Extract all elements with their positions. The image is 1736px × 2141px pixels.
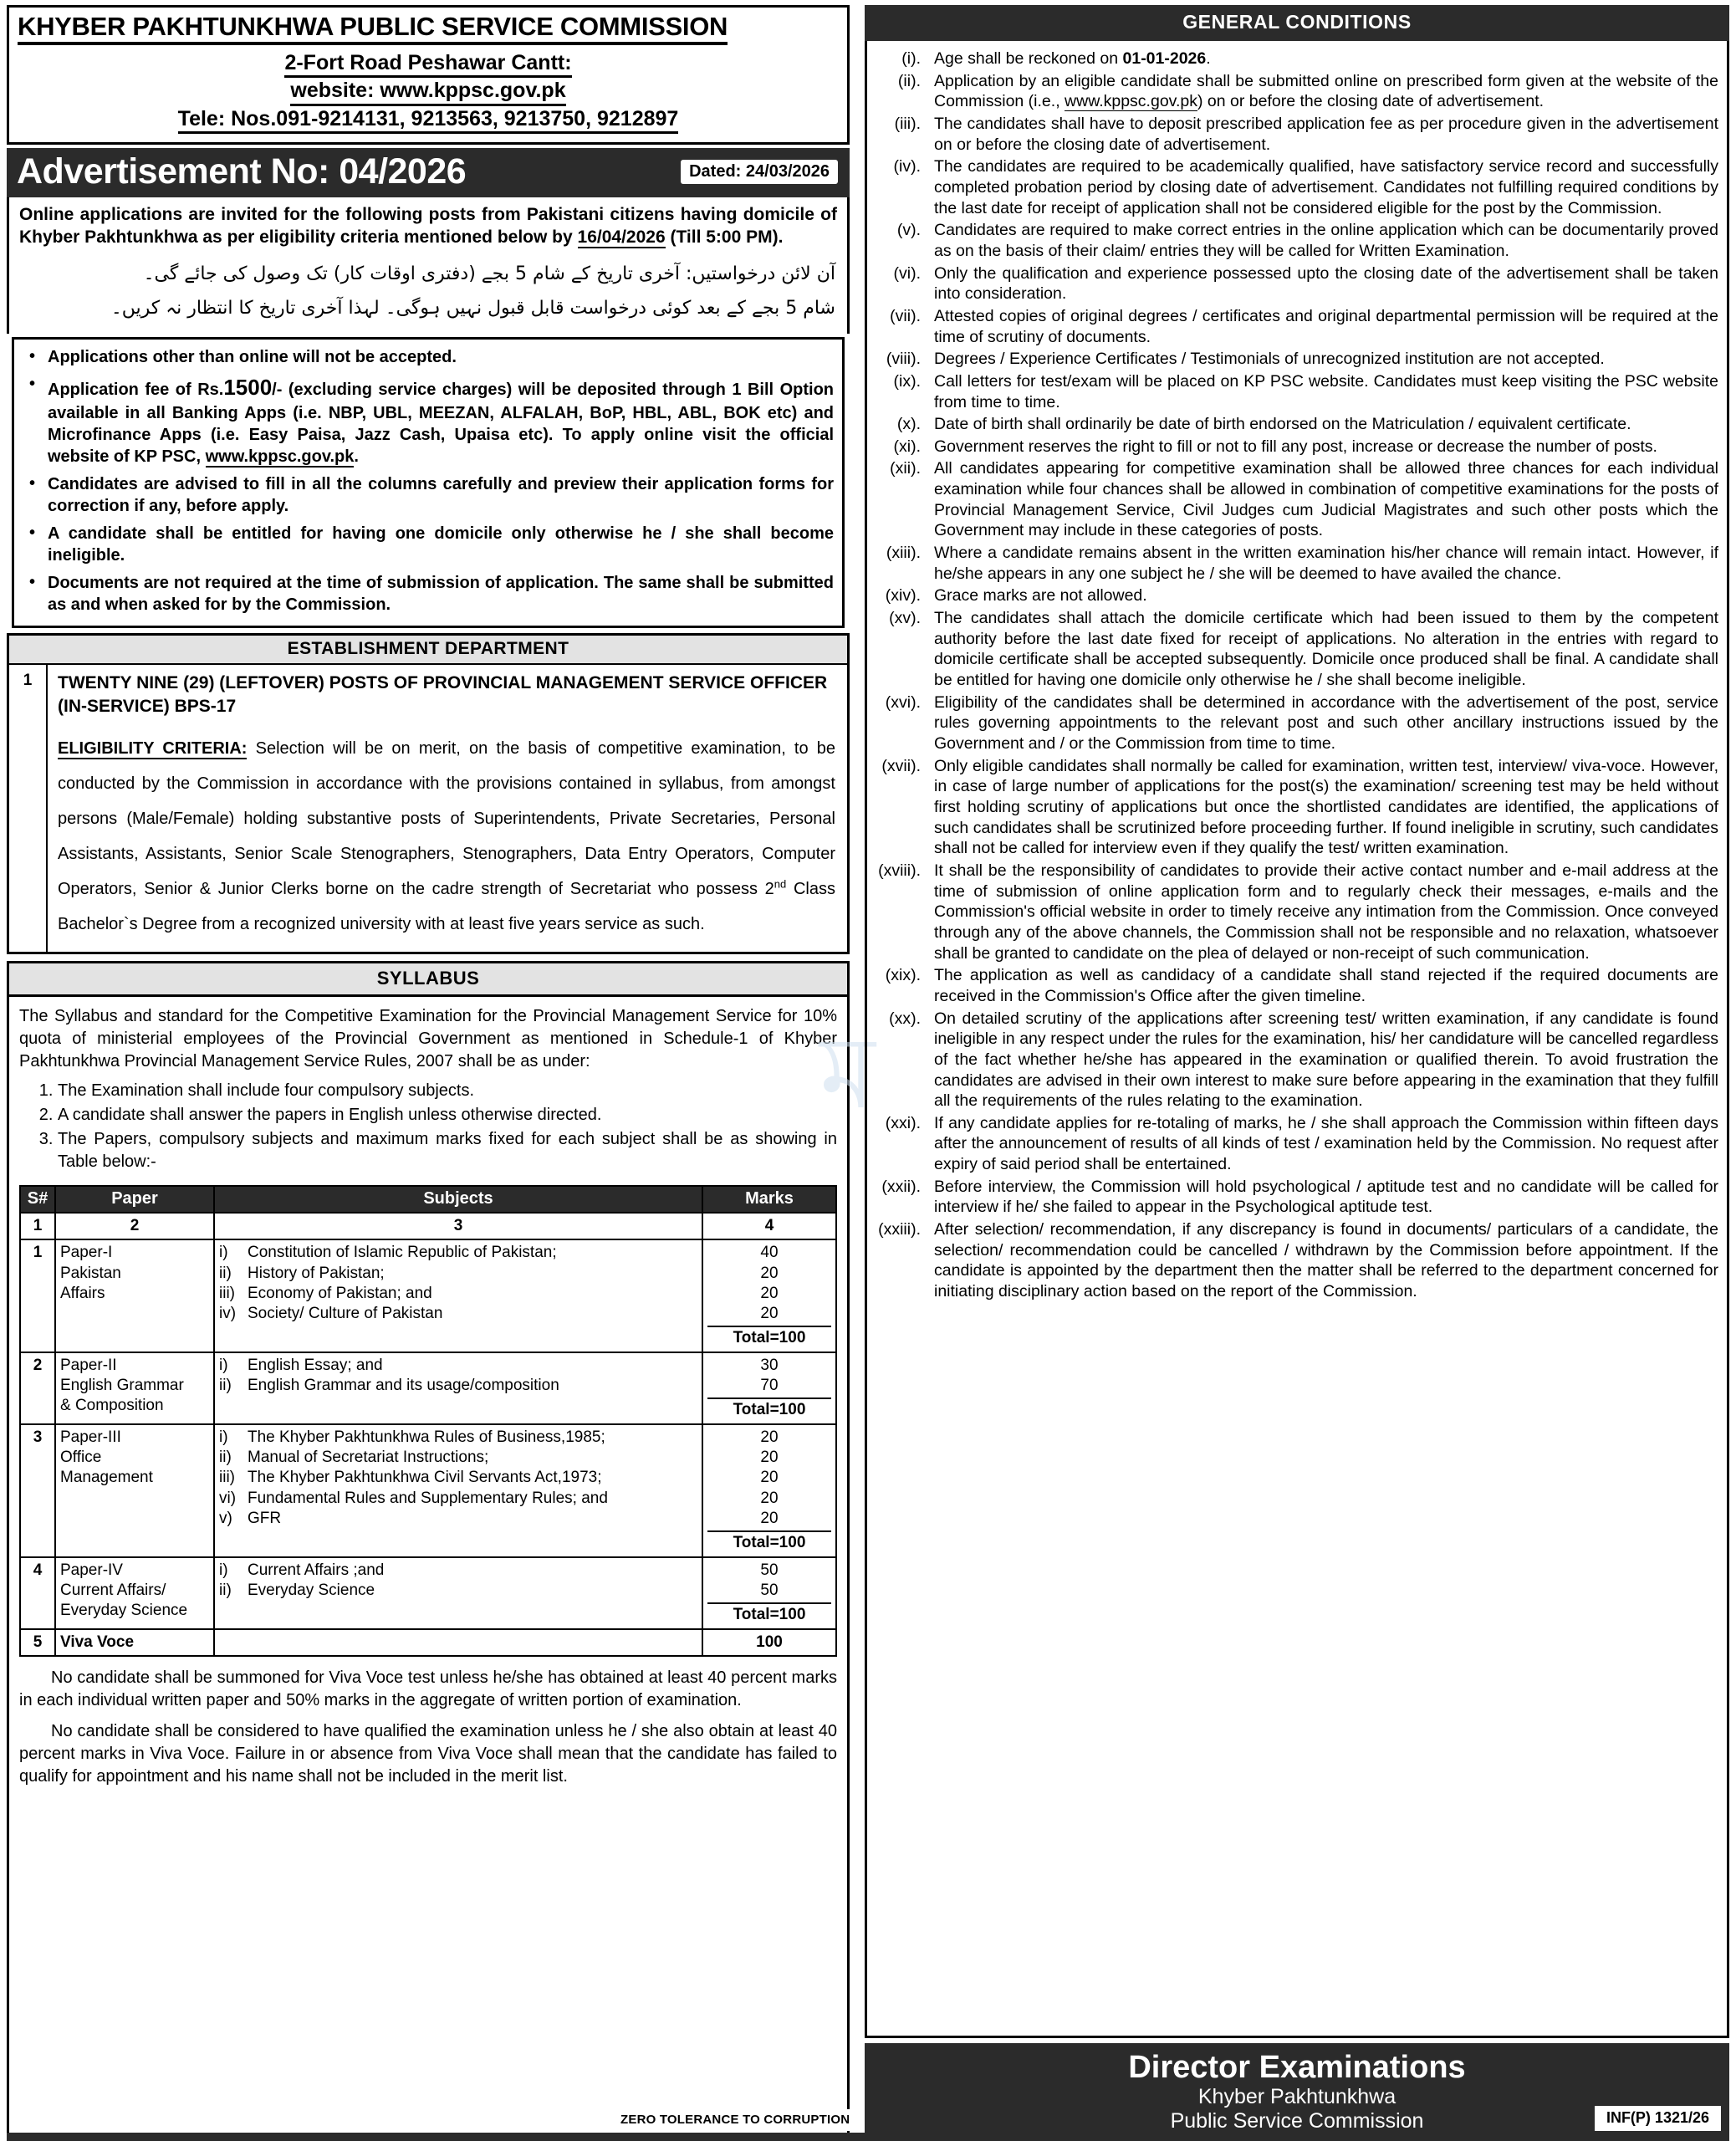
condition-item (874, 543, 1718, 584)
syllabus-section (7, 997, 850, 2138)
cell-marks: 20 20 20 20 20 Total=100 (702, 1424, 836, 1557)
table-colnum-row (20, 1213, 836, 1239)
condition-item (874, 585, 1718, 606)
condition-number: (xi). (893, 437, 921, 456)
header-box (7, 5, 850, 145)
condition-text: Only eligible candidates shall normally be called for examination, written test, interview/ viva-voce. However, in case of large number of applications for the post(s) the examination/ screening test may be held without first holding scrutiny of applications but once the shortlisted candidates are identified, the applications of such candidates shall be scrutinized before proceeding further. If found ineligible in scrutiny, such candidates shall not be called for interview even if they qualify the test/ written examination. (934, 756, 1718, 858)
subject-item: ii) Everyday Science (219, 1581, 375, 1599)
subject-item: iii) Economy of Pakistan; and (219, 1284, 432, 1302)
condition-number: (xv). (889, 609, 921, 628)
cell-serial: 3 (20, 1424, 55, 1557)
condition-item (874, 458, 1718, 541)
cell-paper: Paper-I Pakistan Affairs (55, 1239, 214, 1352)
cell-subjects (214, 1557, 702, 1629)
condition-number: (ii). (897, 71, 921, 90)
condition-item (874, 1219, 1718, 1302)
condition-item (874, 349, 1718, 370)
condition-number: (xvii). (881, 756, 921, 775)
condition-text: If any candidate applies for re-totaling of marks, he / she shall approach the Commission within fifteen days after the announcement of results of all kinds of test / examination held by the Commission. No request after expiry of said period shall be entertained. (934, 1113, 1718, 1174)
condition-item (874, 414, 1718, 435)
advertisement-number: Advertisement No: 04/2026 (17, 151, 467, 192)
subject-item: i) Current Affairs ;and (219, 1561, 385, 1579)
subject-item: i) The Khyber Pakhtunkhwa Rules of Business,1985; (219, 1428, 605, 1446)
condition-number: (vii). (890, 306, 921, 325)
post-body (48, 665, 847, 952)
subject-item: vi) Fundamental Rules and Supplementary Rules; and (219, 1489, 608, 1507)
advertisement-bar (7, 148, 850, 197)
telephone-line: Tele: Nos.091-9214131, 9213563, 9213750, 9212897 (178, 106, 679, 135)
condition-item (874, 114, 1718, 155)
condition-text: All candidates appearing for competitive examination shall be allowed three chances for each individual examination while four chances shall be allowed in combination of competitive examinations for the posts of Provincial Management Service, Civil Judges cum Judicial Magistrates and such other posts which the Government may include in these categories of posts. (934, 459, 1718, 540)
intro-line-3-pre: below by (497, 227, 578, 248)
instruction-item: • Application fee of Rs.1500/- (excluding service charges) will be deposited through 1 Bill Option available in all Banking Apps (i.e. NBP, UBL, MEEZAN, ALFALAH, BoP, HBL, ABL, BOK etc) and Microfinance Apps (i.e. Easy Paisa, Jazz Cash, Upaisa etc). To apply online visit the official website of KP PSC, www.kppsc.gov.pk. (19, 374, 834, 468)
condition-number: (xx). (889, 1009, 921, 1028)
condition-number: (i). (901, 49, 921, 68)
watermark: ম (819, 1015, 876, 1132)
closing-date: 16/04/2026 (577, 227, 666, 248)
condition-item (874, 1177, 1718, 1218)
department-heading: ESTABLISHMENT DEPARTMENT (7, 633, 850, 665)
eligibility-criteria (58, 731, 835, 942)
syllabus-points (58, 1080, 837, 1175)
cell-marks: 50 50 Total=100 (702, 1557, 836, 1629)
colnum: 3 (214, 1213, 702, 1239)
intro-line-2: having domicile of Khyber Pakhtunkhwa as per eligibility criteria mentioned (19, 205, 838, 248)
col-header-sn: S# (20, 1186, 55, 1213)
colnum: 1 (20, 1213, 55, 1239)
cell-paper: Paper-II English Grammar & Composition (55, 1352, 214, 1424)
condition-number: (iv). (893, 157, 921, 176)
subject-item: i) Constitution of Islamic Republic of Pakistan; (219, 1244, 557, 1262)
condition-item (874, 1009, 1718, 1111)
condition-text: Government reserves the right to fill or not to fill any post, increase or decrease the number of posts. (934, 437, 1657, 456)
condition-number: (x). (896, 415, 921, 434)
post-serial: 1 (9, 665, 48, 952)
condition-number: (xxii). (881, 1177, 921, 1196)
condition-number: (iii). (894, 114, 921, 133)
cell-marks: 100 (702, 1629, 836, 1656)
subject-item: iii) The Khyber Pakhtunkhwa Civil Servants Act,1973; (219, 1469, 602, 1487)
footer-block (620, 2043, 1729, 2138)
condition-number: (xix). (885, 966, 921, 985)
note-paragraph: No candidate shall be considered to have qualified the examination unless he / she also obtain at least 40 percent marks in Viva Voce. Failure in or absence from Viva Voce shall mean that the candidate has failed to qualify for appointment and his name shall not be included in the merit list. (19, 1721, 837, 1786)
condition-number: (xxiii). (878, 1220, 921, 1239)
syllabus-point: 3. The Papers, compulsory subjects and maximum marks fixed for each subject shall be as showing in Table below:- (58, 1128, 837, 1173)
intro-line-3-post: (Till 5:00 PM). (665, 227, 784, 248)
cell-subjects (214, 1352, 702, 1424)
bottom-rule (7, 2133, 1729, 2141)
instructions-box (12, 337, 845, 628)
instruction-item: • A candidate shall be entitled for having one domicile only otherwise he / she shall become ineligible. (19, 523, 834, 566)
condition-number: (xiv). (885, 586, 921, 606)
general-conditions-list (874, 49, 1718, 1302)
syllabus-heading: SYLLABUS (7, 961, 850, 997)
cell-subjects (214, 1239, 702, 1352)
table-row (20, 1352, 836, 1424)
condition-number: (viii). (886, 350, 921, 369)
condition-item (874, 371, 1718, 412)
intro-section (7, 197, 850, 251)
condition-text: Call letters for test/exam will be placed on KP PSC website. Candidates must keep visiting the PSC website from time to time. (934, 371, 1718, 411)
condition-number: (xvi). (885, 692, 921, 712)
cell-subjects (214, 1424, 702, 1557)
cell-serial: 2 (20, 1352, 55, 1424)
intro-line-1: Online applications are invited for the following posts from Pakistani citizens (19, 205, 675, 225)
condition-text: After selection/ recommendation, if any discrepancy is found in documents/ particulars of a candidate, the selection/ recommendation could be cancelled / withdrawn by the Commission before appointment. If the candidate is appointed by the department then the matter shall be referred to the department concerned for initiating disciplinary action based on the report of the Commission. (934, 1220, 1718, 1301)
condition-text: The candidates shall have to deposit prescribed application fee as per procedure given in the advertisement on or before the closing date of advertisement. (934, 114, 1718, 154)
syllabus-notes (19, 1667, 837, 1796)
cell-paper: Paper-IV Current Affairs/ Everyday Science (55, 1557, 214, 1629)
general-conditions-body (865, 41, 1729, 2038)
cell-paper: Viva Voce (55, 1629, 214, 1656)
condition-item (874, 49, 1718, 69)
general-conditions-heading: GENERAL CONDITIONS (865, 5, 1729, 41)
col-header-marks: Marks (702, 1186, 836, 1213)
instruction-item: • Documents are not required at the time of submission of application. The same shall be submitted as and when asked for by the Commission. (19, 572, 834, 616)
condition-text: The application as well as candidacy of a candidate shall stand rejected if the required documents are received in the Commission's Office after the given timeline. (934, 966, 1718, 1005)
post-box (7, 665, 850, 954)
footer-org-line-2: Public Service Commission (1170, 2108, 1424, 2133)
post-title: TWENTY NINE (29) (LEFTOVER) POSTS OF PROVINCIAL MANAGEMENT SERVICE OFFICER (IN-SERVICE) BPS-17 (58, 673, 828, 716)
condition-text: Age shall be reckoned on 01-01-2026. (934, 49, 1211, 68)
advertisement-date: Dated: 24/03/2026 (681, 160, 838, 184)
inf-code-badge: INF(P) 1321/26 (1595, 2106, 1721, 2131)
condition-item (874, 1113, 1718, 1175)
condition-text: Before interview, the Commission will hold psychological / aptitude test and no candidate will be called for interview if he/ she failed to appear in the Psychological aptitude test. (934, 1177, 1718, 1217)
subject-item: v) GFR (219, 1509, 282, 1527)
condition-text: On detailed scrutiny of the applications after screening test/ written examination, if any candidate is found ineligible in any respect under the rules for the examination, his/ her candidature will be cancelled regardless of the fact whether he/she has appeared in the examination or qualified therein. To avoid frustration the candidates are advised in their own interest to make sure before appearing in the examination that they fulfill all the requirements of the rules relating to the examination. (934, 1009, 1718, 1111)
syllabus-point: 2. A candidate shall answer the papers in English unless otherwise directed. (58, 1104, 837, 1127)
condition-number: (vi). (893, 263, 921, 283)
table-row (20, 1239, 836, 1352)
subject-item: ii) Manual of Secretariat Instructions; (219, 1449, 489, 1466)
organization-title: KHYBER PAKHTUNKHWA PUBLIC SERVICE COMMISSION (18, 13, 728, 45)
urdu-line-2: شام 5 بجے کے بعد کوئی درخواست قابل قبول نہیں ہوگی۔ لہذا آخری تاریخ کا انتظار نہ کریں۔ (110, 297, 835, 319)
condition-number: (xiii). (886, 544, 921, 563)
condition-item (874, 156, 1718, 218)
condition-number: (xviii). (878, 861, 921, 880)
condition-item (874, 608, 1718, 691)
table-header-row (20, 1186, 836, 1213)
condition-item (874, 263, 1718, 304)
condition-text: Degrees / Experience Certificates / Testimonials of unrecognized institution are not accepted. (934, 350, 1605, 369)
condition-text: The candidates are required to be academically qualified, have satisfactory service record and successfully completed probation period by closing date of advertisement. Candidates not fulfilling required conditions by the last date for receipt of application shall not be considered eligible for the post by the Commission. (934, 157, 1718, 217)
cell-paper: Paper-III Office Management (55, 1424, 214, 1557)
condition-item (874, 71, 1718, 112)
column-divider (850, 5, 865, 2138)
subject-item: ii) English Grammar and its usage/composition (219, 1377, 559, 1395)
condition-item (874, 306, 1718, 347)
footer-wrapper (620, 2043, 1729, 2138)
condition-number: (xii). (890, 459, 921, 478)
col-header-subjects: Subjects (214, 1186, 702, 1213)
syllabus-intro: The Syllabus and standard for the Competitive Examination for the Provincial Management Service for 10% quota of ministerial employees of the Provincial Government as mentioned in Schedule-1 of Khyber Pakhtunkhwa Provincial Management Service Rules, 2007 shall be as under: (19, 1006, 837, 1070)
col-header-paper: Paper (55, 1186, 214, 1213)
table-row (20, 1629, 836, 1656)
condition-text: The candidates shall attach the domicile certificate which had been issued to them by the competent authority before the last date fixed for receipt of applications. No alteration in the entries with regard to domicile certificate shall be accepted subsequently. Domicile once produced shall be final. A candidate shall be entitled for having one domicile only otherwise he / she shall become ineligible. (934, 609, 1718, 690)
condition-item (874, 437, 1718, 457)
table-row (20, 1424, 836, 1557)
condition-item (874, 965, 1718, 1006)
condition-text: Eligibility of the candidates shall be determined in accordance with the advertisement of the post, service rules governing appointments to the relevant post and such other ancillary instructions issued by the Government and / or the Commission from time to time. (934, 692, 1718, 753)
condition-number: (xxi). (885, 1113, 921, 1132)
instruction-item: • Applications other than online will not be accepted. (19, 346, 834, 368)
cell-serial: 1 (20, 1239, 55, 1352)
cell-marks: 30 70 Total=100 (702, 1352, 836, 1424)
footer-org-line-1: Khyber Pakhtunkhwa (1197, 2085, 1396, 2108)
cell-serial: 5 (20, 1629, 55, 1656)
condition-item (874, 861, 1718, 963)
condition-item (874, 220, 1718, 261)
condition-text: Only the qualification and experience possessed upto the closing date of the advertisement shall be taken into consideration. (934, 263, 1718, 304)
cell-marks: 40 20 20 20 Total=100 (702, 1239, 836, 1352)
condition-text: Where a candidate remains absent in the written examination his/her chance will remain intact. However, if he/she appears in any one subject he / she will be deemed to have availed the chance. (934, 544, 1718, 583)
condition-item (874, 756, 1718, 859)
eligibility-label: ELIGIBILITY CRITERIA: (58, 738, 248, 758)
condition-text: It shall be the responsibility of candidates to provide their active contact number and e-mail address at the time of submission of online application form and to regularly check their messages, e-mails and the Commission's official website in order to timely receive any intimation from the Commission. Once conveyed through any of the above channels, the Commission shall not be responsible and no relaxation, whatsoever shall be granted to candidate on the plea of delayed or non-receipt of such communication. (934, 861, 1718, 963)
condition-text: Candidates are required to make correct entries in the online application which can be documentarily proved as on the basis of their claim/ entries they will be called for Written Examination. (934, 221, 1718, 260)
left-column (7, 5, 850, 2138)
table-row (20, 1557, 836, 1629)
subject-item: ii) History of Pakistan; (219, 1264, 385, 1282)
subject-item: iv) Society/ Culture of Pakistan (219, 1305, 443, 1323)
condition-text: Attested copies of original degrees / certificates and original departmental permission will be required at the time of scrutiny of documents. (934, 306, 1718, 346)
condition-text: Application by an eligible candidate shall be submitted online on prescribed form given at the website of the Commission (i.e., www.kppsc.gov.pk) on or before the closing date of advertisement. (934, 71, 1718, 111)
cell-serial: 4 (20, 1557, 55, 1629)
zero-tolerance-badge: ZERO TOLERANCE TO CORRUPTION (614, 2109, 856, 2131)
condition-number: (v). (896, 221, 921, 240)
syllabus-table (19, 1185, 837, 1657)
instruction-item: • Candidates are advised to fill in all the columns carefully and preview their application forms for correction if any, before apply. (19, 473, 834, 517)
condition-number: (ix). (893, 371, 921, 391)
address-line: 2-Fort Road Peshawar Cantt: (284, 50, 571, 79)
condition-text: Date of birth shall ordinarily be date of birth endorsed on the Matriculation / equivalent certificate. (934, 415, 1631, 434)
table-body (20, 1239, 836, 1656)
cell-subjects (214, 1629, 702, 1656)
note-paragraph: No candidate shall be summoned for Viva Voce test unless he/she has obtained at least 40 percent marks in each individual written paper and 50% marks in the aggregate of written portion of examination. (19, 1668, 837, 1709)
director-title: Director Examinations (1128, 2050, 1466, 2086)
colnum: 2 (55, 1213, 214, 1239)
condition-item (874, 692, 1718, 754)
eligibility-text: Selection will be on merit, on the basis of competitive examination, to be conducted by the Commission in accordance with the provisions contained in syllabus, from amongst persons (Male/Female) holding substantive posts of Superintendents, Private Secretaries, Personal Assistants, Assistants, Senior Scale Stenographers, Stenographers, Data Entry Operators, Computer Operators, Senior & Junior Clerks borne on the cadre strength of Secretariat who possess 2nd Class Bachelor`s Degree from a recognized university with at least five years service as such. (58, 738, 836, 933)
condition-text: Grace marks are not allowed. (934, 586, 1147, 606)
urdu-note (7, 251, 850, 334)
syllabus-point: 1. The Examination shall include four compulsory subjects. (58, 1080, 837, 1102)
website-line: website: www.kppsc.gov.pk (290, 78, 565, 106)
subject-item: i) English Essay; and (219, 1356, 383, 1374)
urdu-line-1: آن لائن درخواستیں: آخری تاریخ کے شام 5 بجے (دفتری اوقات کار) تک وصول کی جائے گی۔ (143, 263, 835, 285)
address-block (18, 50, 839, 135)
colnum: 4 (702, 1213, 836, 1239)
